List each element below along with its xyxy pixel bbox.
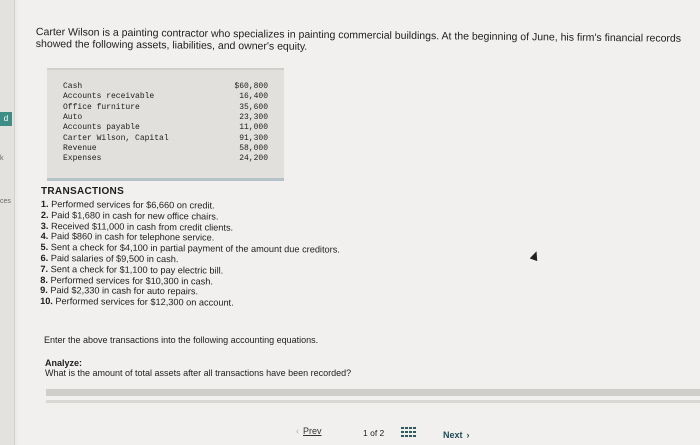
ledger-amount: 58,000 xyxy=(239,143,268,153)
transaction-text: Paid $860 in cash for telephone service. xyxy=(50,231,215,243)
page-indicator: 1 of 2 xyxy=(363,428,385,438)
ledger-amount: 91,300 xyxy=(239,133,268,143)
ledger-label: Cash xyxy=(63,82,83,91)
ledger-row xyxy=(47,103,284,113)
transaction-text: Paid salaries of $9,500 in cash. xyxy=(50,253,179,265)
ledger-amount: 16,400 xyxy=(239,92,268,102)
ledger-row xyxy=(47,154,284,164)
transaction-text: Performed services for $6,660 on credit. xyxy=(51,199,215,211)
intro-text: Carter Wilson is a painting contractor who specializes in painting commercial buildings. At the beginning of June, his firm's financial records showed the following assets, liabilities, and owner's equity. xyxy=(35,26,682,53)
ledger-amount: 35,600 xyxy=(239,102,268,112)
prev-button[interactable] xyxy=(296,426,322,436)
transaction-number: 9. xyxy=(40,285,48,296)
next-button[interactable] xyxy=(443,430,470,440)
ledger-label: Revenue xyxy=(63,143,97,153)
ledger-row xyxy=(47,82,284,92)
transaction-text: Received $11,000 in cash from credit clients. xyxy=(50,220,234,233)
ledger-table xyxy=(47,68,284,181)
ledger-label: Accounts payable xyxy=(63,123,140,133)
transaction-text: Paid $1,680 in cash for new office chairs. xyxy=(51,209,219,222)
transaction-number: 6. xyxy=(40,252,49,264)
transaction-number: 3. xyxy=(40,220,49,231)
ledger-row xyxy=(47,92,284,102)
sidebar-label-k: k xyxy=(0,155,4,162)
ledger-amount: $60,800 xyxy=(234,82,268,91)
answer-area[interactable] xyxy=(46,389,700,396)
next-label: Next xyxy=(443,430,463,440)
transaction-text: Performed services for $10,300 in cash. xyxy=(50,274,213,287)
ledger-amount: 23,300 xyxy=(239,112,268,122)
transaction-number: 4. xyxy=(40,231,49,242)
sidebar-tab[interactable] xyxy=(0,112,12,126)
ledger-row xyxy=(47,134,284,144)
transaction-number: 1. xyxy=(40,199,49,210)
ledger-amount: 11,000 xyxy=(239,123,268,133)
transaction-text: Sent a check for $4,100 in partial payment of the amount due creditors. xyxy=(50,242,340,255)
instruction-text: Enter the above transactions into the following accounting equations. xyxy=(44,335,319,345)
ledger-label: Expenses xyxy=(63,154,102,164)
transactions-title: TRANSACTIONS xyxy=(41,186,125,197)
divider xyxy=(46,400,700,403)
grid-icon[interactable] xyxy=(401,427,415,438)
transactions-list xyxy=(40,199,340,310)
transaction-number: 10. xyxy=(40,296,53,307)
transaction-text: Performed services for $12,300 on account. xyxy=(55,296,234,308)
sidebar-tab-label: d xyxy=(3,114,9,123)
prev-label: Prev xyxy=(303,426,322,436)
question-content xyxy=(18,0,700,445)
ledger-label: Carter Wilson, Capital xyxy=(63,133,169,143)
chevron-right-icon: › xyxy=(466,430,470,440)
left-sidebar xyxy=(0,0,15,445)
ledger-label: Office furniture xyxy=(63,102,140,112)
ledger-row xyxy=(47,123,284,133)
transaction-number: 8. xyxy=(40,274,49,285)
question-text: What is the amount of total assets after all transactions have been recorded? xyxy=(45,368,352,378)
mouse-cursor-icon xyxy=(530,250,541,261)
chevron-left-icon: ‹ xyxy=(296,426,299,436)
transaction-number: 2. xyxy=(40,209,49,220)
transaction-number: 7. xyxy=(40,263,49,274)
ledger-label: Accounts receivable xyxy=(63,92,155,102)
ledger-row xyxy=(47,144,284,154)
ledger-label: Auto xyxy=(63,112,83,122)
analyze-label: Analyze: xyxy=(45,358,83,368)
sidebar-label-ces: ces xyxy=(0,198,11,205)
transaction-text: Sent a check for $1,100 to pay electric bill. xyxy=(50,263,224,276)
ledger-row xyxy=(47,113,284,123)
transaction-text: Paid $2,330 in cash for auto repairs. xyxy=(50,285,199,297)
ledger-amount: 24,200 xyxy=(239,154,268,164)
transaction-number: 5. xyxy=(40,242,49,253)
transaction-item xyxy=(40,296,339,309)
